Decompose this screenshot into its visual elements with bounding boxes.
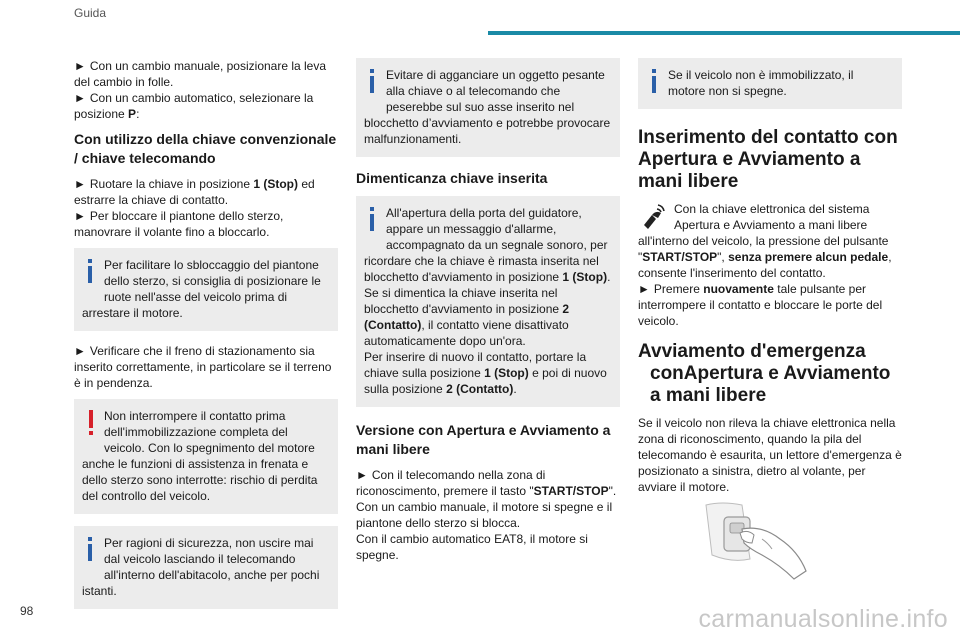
page-number: 98 bbox=[20, 604, 34, 618]
column-3 bbox=[638, 58, 902, 592]
heading-ignition-handsfree: Inserimento del contatto con Apertura e Avviamento a mani libere bbox=[638, 127, 898, 192]
header-accent-bar bbox=[488, 31, 960, 35]
info-icon bbox=[82, 257, 100, 291]
paragraph-lock-steering: ► Per bloccare il piantone dello sterzo, manovrare il volante fino a bloccarlo. bbox=[74, 209, 284, 239]
arrow-icon: ► bbox=[74, 59, 86, 73]
paragraph-parking-brake: ► Verificare che il freno di stazionamento sia inserito correttamente, in particolare se il terreno è in pendenza. bbox=[74, 344, 332, 390]
page-header-title: Guida bbox=[74, 6, 107, 20]
info-icon bbox=[646, 67, 664, 101]
info-note-not-immobilized: Se il veicolo non è immobilizzato, il motore non si spegne. bbox=[638, 58, 902, 109]
handsfree-key-icon bbox=[638, 201, 668, 231]
info-note-heavy-object: Evitare di agganciare un oggetto pesante alla chiave o al telecomando che peserebbe sul suo asse inserito nel blocchetto d’avviamento e potrebbe provocare malfunzionamenti. bbox=[356, 58, 620, 157]
heading-emergency-start: Avviamento d'emergenza conApertura e Avviamento a mani libere bbox=[638, 341, 891, 406]
info-icon bbox=[364, 67, 382, 101]
heading-handsfree-version: Versione con Apertura e Avviamento a mani libere bbox=[356, 422, 611, 457]
paragraph-auto-gear: ► Con un cambio automatico, selezionare la posizione P: bbox=[74, 91, 314, 121]
arrow-icon: ► bbox=[74, 91, 86, 105]
paragraph-emergency-reader: Se il veicolo non rileva la chiave elettronica nella zona di riconoscimento, quando la pila del telecomando è esaurita, un lettore d'emergenza è posizionato a sinistra, dietro al volante, per avviare il motore. bbox=[638, 416, 902, 494]
paragraph-manual-gearbox: Con un cambio manuale, il motore si spegne e il piantone dello sterzo si blocca. bbox=[356, 500, 613, 530]
heading-key-forgotten: Dimenticanza chiave inserita bbox=[356, 170, 548, 186]
emergency-reader-illustration bbox=[702, 499, 812, 587]
heading-conventional-key: Con utilizzo della chiave convenzionale / chiave telecomando bbox=[74, 131, 337, 166]
arrow-icon: ► bbox=[74, 177, 86, 191]
paragraph-gear: ► Con un cambio manuale, posizionare la leva del cambio in folle. bbox=[74, 59, 327, 89]
info-icon bbox=[82, 535, 100, 569]
warning-note-ignition: Non interrompere il contatto prima dell'immobilizzazione completa del veicolo. Con lo spegnimento del motore anche le funzioni di assistenza in frenata e dello sterzo sono interrotte: rischio di perdita del controllo del veicolo. bbox=[74, 399, 338, 514]
warning-icon bbox=[82, 408, 100, 442]
info-note-remote: Per ragioni di sicurezza, non uscire mai dal veicolo lasciando il telecomando all'interno dell'abitacolo, anche per pochi istanti. bbox=[74, 526, 338, 609]
paragraph-eat8: Con il cambio automatico EAT8, il motore si spegne. bbox=[356, 532, 588, 562]
paragraph-rotate-key: ► Ruotare la chiave in posizione 1 (Stop) ed estrarre la chiave di contatto. bbox=[74, 177, 315, 207]
arrow-icon: ► bbox=[356, 468, 368, 482]
info-icon bbox=[364, 205, 382, 239]
column-2 bbox=[356, 58, 620, 571]
info-note-key-forgotten: All'apertura della porta del guidatore, appare un messaggio d'allarme, accompagnato da un segnale sonoro, per ricordare che la chiave è rimasta inserita nel blocchetto d'avviamento in posizione 1 (Stop). Se si dimentica la chiave inserita nel blocchetto d'avviamento in posizione 2 (Contatto), il contatto viene disattivato automaticamente dopo un'ora. Per inserire di nuovo il contatto, portare la chiave sulla posizione 1 (Stop) e poi di nuovo sulla posizione 2 (Contatto). bbox=[356, 196, 620, 407]
arrow-icon: ► bbox=[638, 282, 650, 296]
info-note-steering: Per facilitare lo sbloccaggio del piantone dello sterzo, si consiglia di posizionare le ruote nell'asse del veicolo prima di arrestare il motore. bbox=[74, 248, 338, 331]
column-1 bbox=[74, 58, 338, 621]
arrow-icon: ► bbox=[74, 209, 86, 223]
paragraph-handsfree-ignition: Con la chiave elettronica del sistema Apertura e Avviamento a mani libere all'interno del veicolo, la pressione del pulsante "START/STOP", senza premere alcun pedale, consente l'inserimento del contatto. bbox=[638, 202, 892, 280]
arrow-icon: ► bbox=[74, 344, 86, 358]
paragraph-press-start-stop: ► Con il telecomando nella zona di riconoscimento, premere il tasto "START/STOP". bbox=[356, 468, 617, 498]
paragraph-press-again: ► Premere nuovamente tale pulsante per interrompere il contatto e bloccare le porte del veicolo. bbox=[638, 282, 883, 328]
watermark: carmanualsonline.info bbox=[698, 605, 948, 633]
